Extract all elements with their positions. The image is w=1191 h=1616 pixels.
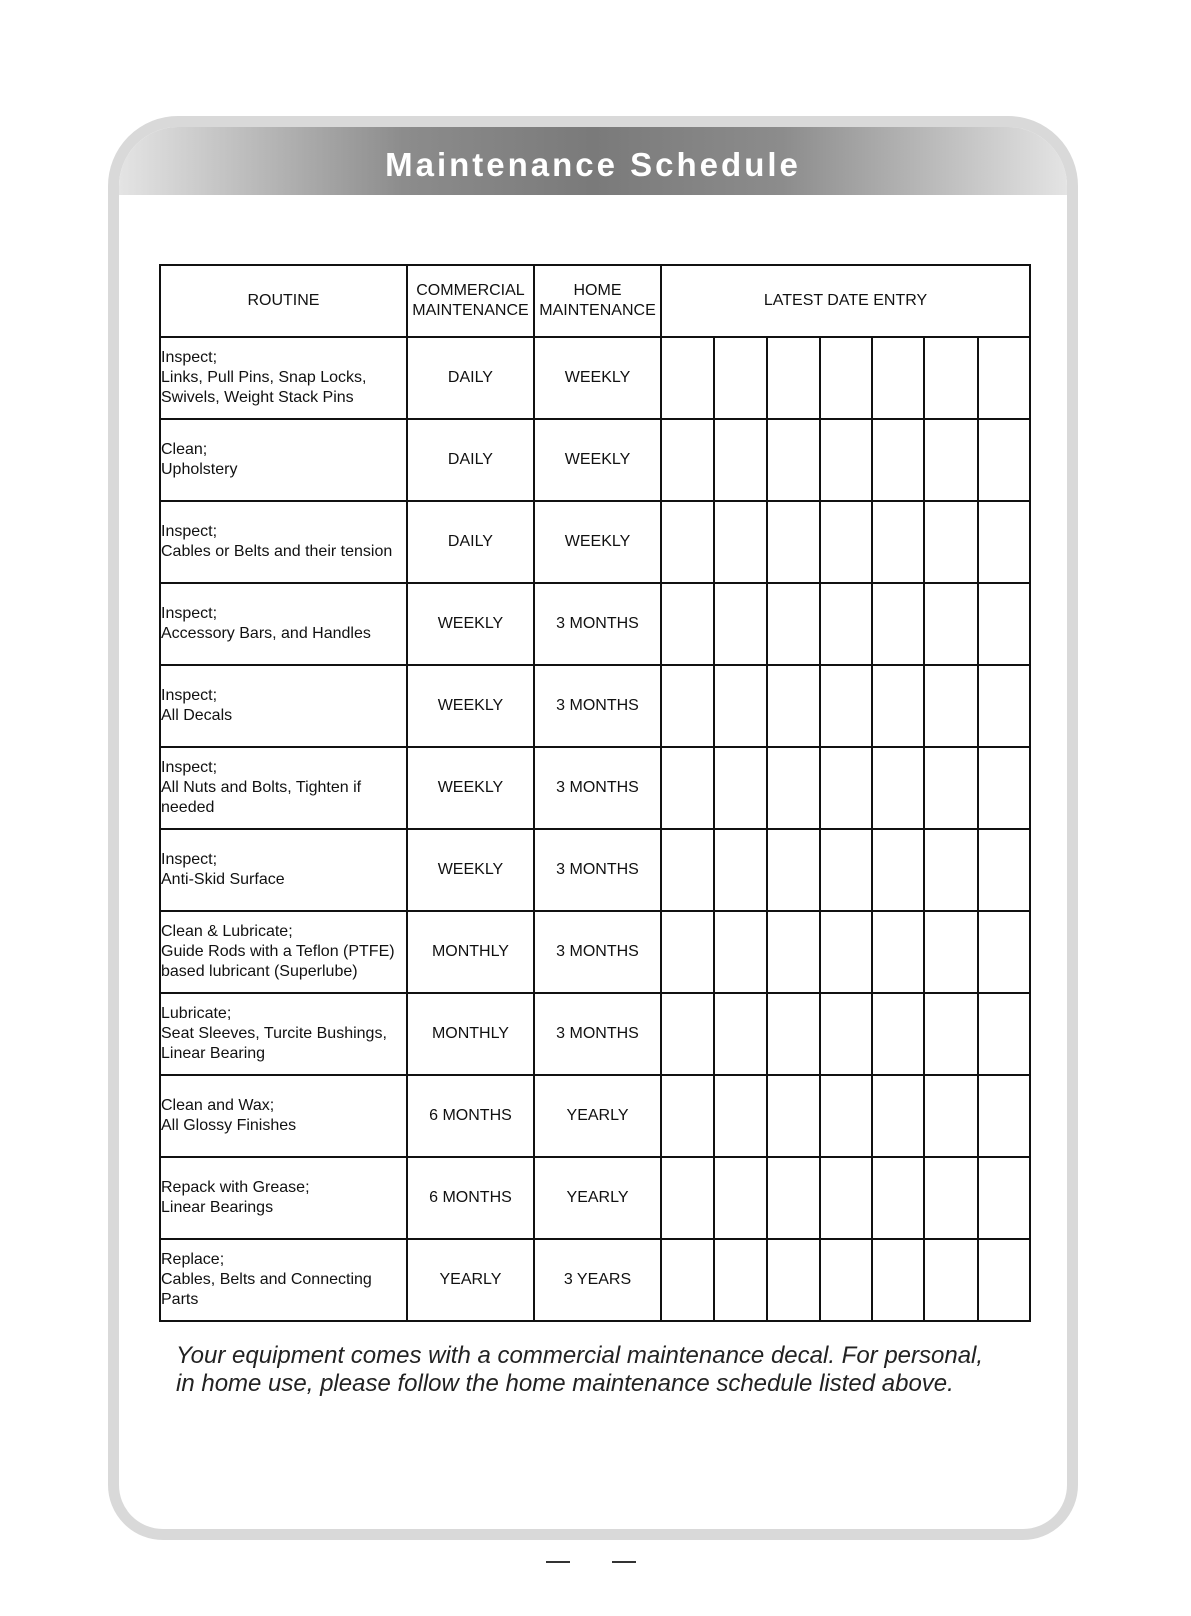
footer-note: Your equipment comes with a commercial maintenance decal. For personal, in home use, please follow the home maintenance schedule listed above. <box>176 1342 984 1397</box>
commercial-frequency-cell: MONTHLY <box>407 911 534 993</box>
date-entry-cell <box>714 911 766 993</box>
date-entry-cell <box>714 583 766 665</box>
date-entry-cell <box>661 419 714 501</box>
date-entry-cell <box>924 911 977 993</box>
date-entry-cell <box>872 1239 924 1321</box>
home-frequency-cell: 3 MONTHS <box>534 829 661 911</box>
page-number-dash-right <box>612 1561 636 1563</box>
table-row <box>160 1157 1030 1239</box>
date-entry-cell <box>978 1157 1030 1239</box>
routine-cell: Inspect; Cables or Belts and their tension <box>160 501 407 583</box>
date-entry-cell <box>924 419 977 501</box>
date-entry-cell <box>714 501 766 583</box>
date-entry-cell <box>820 501 872 583</box>
routine-cell: Clean; Upholstery <box>160 419 407 501</box>
date-entry-cell <box>924 993 977 1075</box>
commercial-frequency-cell: WEEKLY <box>407 747 534 829</box>
routine-cell: Clean & Lubricate; Guide Rods with a Teflon (PTFE) based lubricant (Superlube) <box>160 911 407 993</box>
commercial-frequency-cell: DAILY <box>407 337 534 419</box>
commercial-frequency-cell: DAILY <box>407 501 534 583</box>
routine-cell: Inspect; Accessory Bars, and Handles <box>160 583 407 665</box>
date-entry-cell <box>714 419 766 501</box>
date-entry-cell <box>872 583 924 665</box>
routine-cell: Inspect; All Decals <box>160 665 407 747</box>
table-row <box>160 993 1030 1075</box>
date-entry-cell <box>820 747 872 829</box>
commercial-frequency-cell: WEEKLY <box>407 665 534 747</box>
table-row <box>160 1075 1030 1157</box>
date-entry-cell <box>978 665 1030 747</box>
routine-cell: Repack with Grease; Linear Bearings <box>160 1157 407 1239</box>
home-frequency-cell: 3 MONTHS <box>534 665 661 747</box>
date-entry-cell <box>661 911 714 993</box>
date-entry-cell <box>924 501 977 583</box>
date-entry-cell <box>978 911 1030 993</box>
page-title: Maintenance Schedule <box>385 146 801 183</box>
table-row <box>160 829 1030 911</box>
date-entry-cell <box>820 665 872 747</box>
date-entry-cell <box>872 337 924 419</box>
date-entry-cell <box>820 911 872 993</box>
date-entry-cell <box>978 1075 1030 1157</box>
date-entry-cell <box>872 419 924 501</box>
table-row <box>160 665 1030 747</box>
home-frequency-cell: YEARLY <box>534 1157 661 1239</box>
home-frequency-cell: 3 YEARS <box>534 1239 661 1321</box>
home-frequency-cell: WEEKLY <box>534 337 661 419</box>
commercial-frequency-cell: MONTHLY <box>407 993 534 1075</box>
date-entry-cell <box>924 1239 977 1321</box>
date-entry-cell <box>820 583 872 665</box>
date-entry-cell <box>661 583 714 665</box>
date-entry-cell <box>767 665 820 747</box>
date-entry-cell <box>978 993 1030 1075</box>
commercial-frequency-cell: DAILY <box>407 419 534 501</box>
date-entry-cell <box>661 665 714 747</box>
header-routine: ROUTINE <box>160 265 407 337</box>
routine-cell: Lubricate; Seat Sleeves, Turcite Bushings, Linear Bearing <box>160 993 407 1075</box>
date-entry-cell <box>978 583 1030 665</box>
date-entry-cell <box>767 993 820 1075</box>
date-entry-cell <box>661 1239 714 1321</box>
date-entry-cell <box>714 337 766 419</box>
date-entry-cell <box>767 583 820 665</box>
date-entry-cell <box>714 829 766 911</box>
date-entry-cell <box>924 829 977 911</box>
date-entry-cell <box>661 1157 714 1239</box>
date-entry-cell <box>978 419 1030 501</box>
date-entry-cell <box>872 993 924 1075</box>
date-entry-cell <box>714 747 766 829</box>
date-entry-cell <box>978 747 1030 829</box>
commercial-frequency-cell: YEARLY <box>407 1239 534 1321</box>
date-entry-cell <box>978 1239 1030 1321</box>
date-entry-cell <box>767 419 820 501</box>
maintenance-table <box>159 264 1031 1322</box>
date-entry-cell <box>714 1075 766 1157</box>
header-latest-date-entry: LATEST DATE ENTRY <box>661 265 1030 337</box>
date-entry-cell <box>767 1239 820 1321</box>
date-entry-cell <box>978 337 1030 419</box>
date-entry-cell <box>820 1075 872 1157</box>
date-entry-cell <box>924 1157 977 1239</box>
date-entry-cell <box>714 1157 766 1239</box>
commercial-frequency-cell: 6 MONTHS <box>407 1157 534 1239</box>
date-entry-cell <box>820 419 872 501</box>
commercial-frequency-cell: WEEKLY <box>407 583 534 665</box>
title-bar <box>119 127 1067 195</box>
table-row <box>160 337 1030 419</box>
date-entry-cell <box>872 1157 924 1239</box>
table-row <box>160 911 1030 993</box>
date-entry-cell <box>661 1075 714 1157</box>
routine-cell: Clean and Wax; All Glossy Finishes <box>160 1075 407 1157</box>
date-entry-cell <box>872 665 924 747</box>
date-entry-cell <box>661 993 714 1075</box>
date-entry-cell <box>767 829 820 911</box>
date-entry-cell <box>924 665 977 747</box>
date-entry-cell <box>661 747 714 829</box>
date-entry-cell <box>820 993 872 1075</box>
date-entry-cell <box>767 747 820 829</box>
routine-cell: Replace; Cables, Belts and Connecting Parts <box>160 1239 407 1321</box>
date-entry-cell <box>872 829 924 911</box>
date-entry-cell <box>767 501 820 583</box>
date-entry-cell <box>767 1075 820 1157</box>
date-entry-cell <box>661 501 714 583</box>
date-entry-cell <box>820 1239 872 1321</box>
date-entry-cell <box>924 583 977 665</box>
date-entry-cell <box>661 829 714 911</box>
date-entry-cell <box>924 747 977 829</box>
table-row <box>160 747 1030 829</box>
home-frequency-cell: WEEKLY <box>534 419 661 501</box>
date-entry-cell <box>820 1157 872 1239</box>
date-entry-cell <box>714 993 766 1075</box>
routine-cell: Inspect; Links, Pull Pins, Snap Locks, Swivels, Weight Stack Pins <box>160 337 407 419</box>
date-entry-cell <box>820 829 872 911</box>
table-header-row <box>160 265 1030 337</box>
date-entry-cell <box>978 501 1030 583</box>
commercial-frequency-cell: WEEKLY <box>407 829 534 911</box>
table-row <box>160 1239 1030 1321</box>
date-entry-cell <box>978 829 1030 911</box>
routine-cell: Inspect; All Nuts and Bolts, Tighten if needed <box>160 747 407 829</box>
commercial-frequency-cell: 6 MONTHS <box>407 1075 534 1157</box>
home-frequency-cell: 3 MONTHS <box>534 993 661 1075</box>
date-entry-cell <box>820 337 872 419</box>
home-frequency-cell: 3 MONTHS <box>534 911 661 993</box>
date-entry-cell <box>872 747 924 829</box>
date-entry-cell <box>872 501 924 583</box>
date-entry-cell <box>924 337 977 419</box>
date-entry-cell <box>767 337 820 419</box>
table-row <box>160 501 1030 583</box>
table-row <box>160 419 1030 501</box>
date-entry-cell <box>661 337 714 419</box>
header-commercial: COMMERCIAL MAINTENANCE <box>407 265 534 337</box>
date-entry-cell <box>924 1075 977 1157</box>
home-frequency-cell: WEEKLY <box>534 501 661 583</box>
table-row <box>160 583 1030 665</box>
header-home: HOME MAINTENANCE <box>534 265 661 337</box>
date-entry-cell <box>872 1075 924 1157</box>
page-number-dash-left <box>546 1561 570 1563</box>
date-entry-cell <box>767 1157 820 1239</box>
home-frequency-cell: 3 MONTHS <box>534 583 661 665</box>
date-entry-cell <box>714 1239 766 1321</box>
date-entry-cell <box>872 911 924 993</box>
home-frequency-cell: YEARLY <box>534 1075 661 1157</box>
home-frequency-cell: 3 MONTHS <box>534 747 661 829</box>
date-entry-cell <box>714 665 766 747</box>
date-entry-cell <box>767 911 820 993</box>
routine-cell: Inspect; Anti-Skid Surface <box>160 829 407 911</box>
